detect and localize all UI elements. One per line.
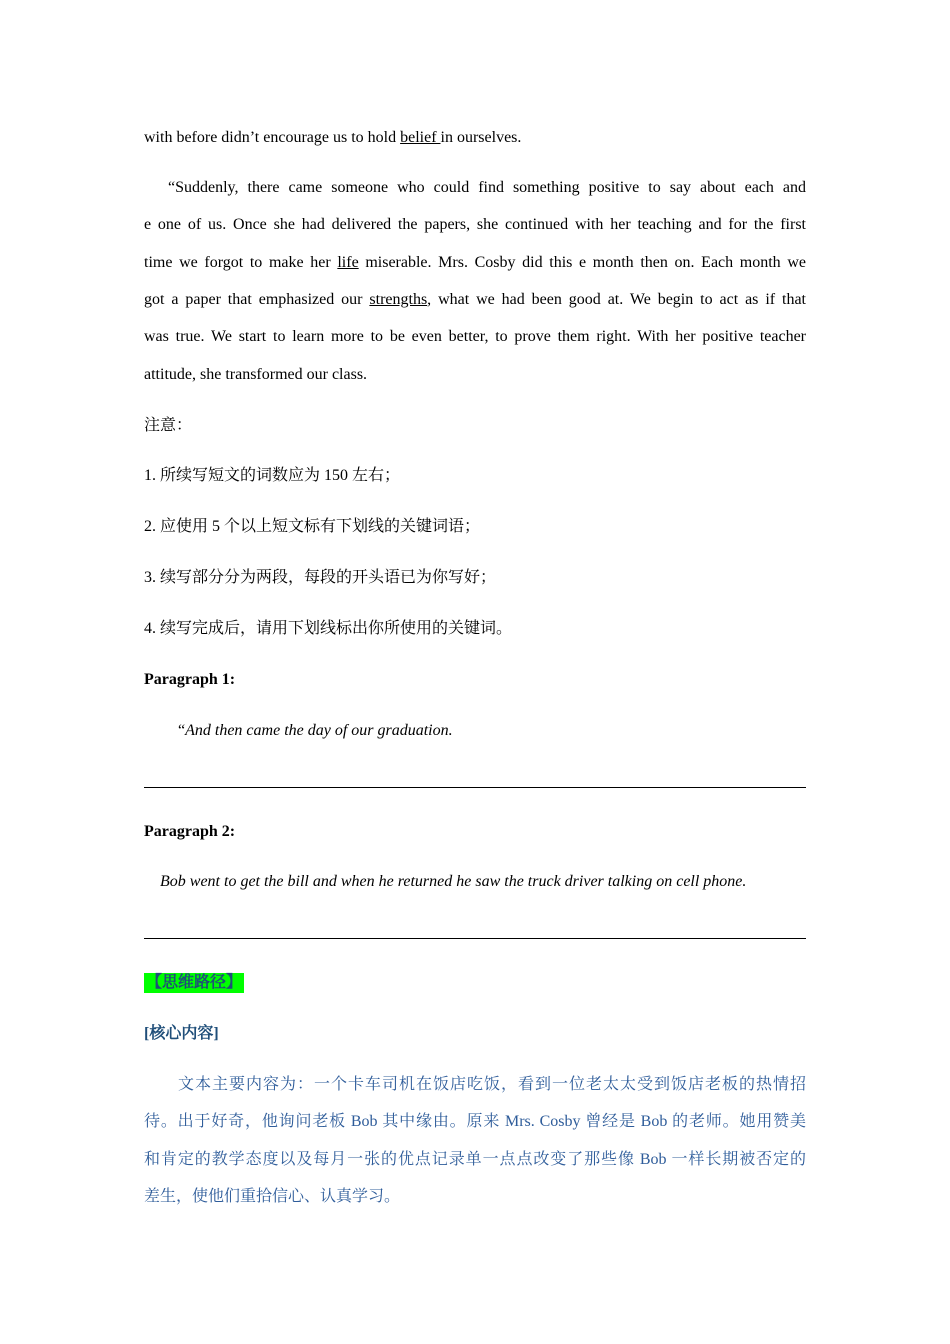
note-item-3: 3. 续写部分分为两段，每段的开头语已为你写好；	[144, 569, 497, 586]
note-item-1: 1. 所续写短文的词数应为 150 左右；	[144, 467, 401, 484]
analysis-heading-row	[144, 973, 806, 993]
note-item-2: 2. 应使用 5 个以上短文标有下划线的关键词语；	[144, 518, 481, 535]
passage-p2-line-6: attitude, she transformed our class.	[144, 366, 368, 383]
writing-line-2[interactable]	[144, 938, 806, 939]
notes-title: 注意：	[144, 417, 193, 434]
analysis-heading: 【思维路径】	[146, 974, 243, 991]
keyword-strengths: strengths	[369, 291, 428, 308]
paragraph1-label: Paragraph 1:	[144, 671, 236, 688]
paragraph1-opening: “And then came the day of our graduation.	[178, 722, 453, 739]
analysis-subheading: [核心内容]	[144, 1025, 219, 1042]
keyword-belief: belief	[400, 129, 441, 146]
passage-p2-line-1: “Suddenly, there came someone who could find something positive to say about each and	[168, 179, 806, 196]
analysis-line-3: 和肯定的教学态度以及每月一张的优点记录单一点点改变了那些像 Bob 一样长期被否定的	[144, 1151, 806, 1168]
analysis-line-2: 待。出于好奇，他询问老板 Bob 其中缘由。原来 Mrs. Cosby 曾经是 Bob 的老师。她用赞美	[144, 1113, 806, 1130]
writing-line-1[interactable]	[144, 787, 806, 788]
paragraph2-label: Paragraph 2:	[144, 823, 236, 840]
passage-p2-line-3: time we forgot to make her life miserable. Mrs. Cosby did this e month then on. Each month we	[144, 254, 806, 271]
passage-p2-line-2: e one of us. Once she had delivered the papers, she continued with her teaching and for the first	[144, 216, 806, 233]
note-item-4: 4. 续写完成后，请用下划线标出你所使用的关键词。	[144, 620, 513, 637]
passage-p2-line-4: got a paper that emphasized our strengths, what we had been good at. We begin to act as if that	[144, 291, 806, 308]
analysis-line-1: 文本主要内容为：一个卡车司机在饭店吃饭，看到一位老太太受到饭店老板的热情招	[178, 1076, 806, 1093]
keyword-life: life	[337, 254, 359, 271]
paragraph2-opening: Bob went to get the bill and when he returned he saw the truck driver talking on cell phone.	[160, 873, 747, 890]
passage-line-1: with before didn’t encourage us to hold belief in ourselves.	[144, 129, 522, 146]
analysis-line-4: 差生，使他们重拾信心、认真学习。	[144, 1188, 401, 1205]
passage-p2-line-5: was true. We start to learn more to be even better, to prove them right. With her positive teacher	[144, 328, 806, 345]
